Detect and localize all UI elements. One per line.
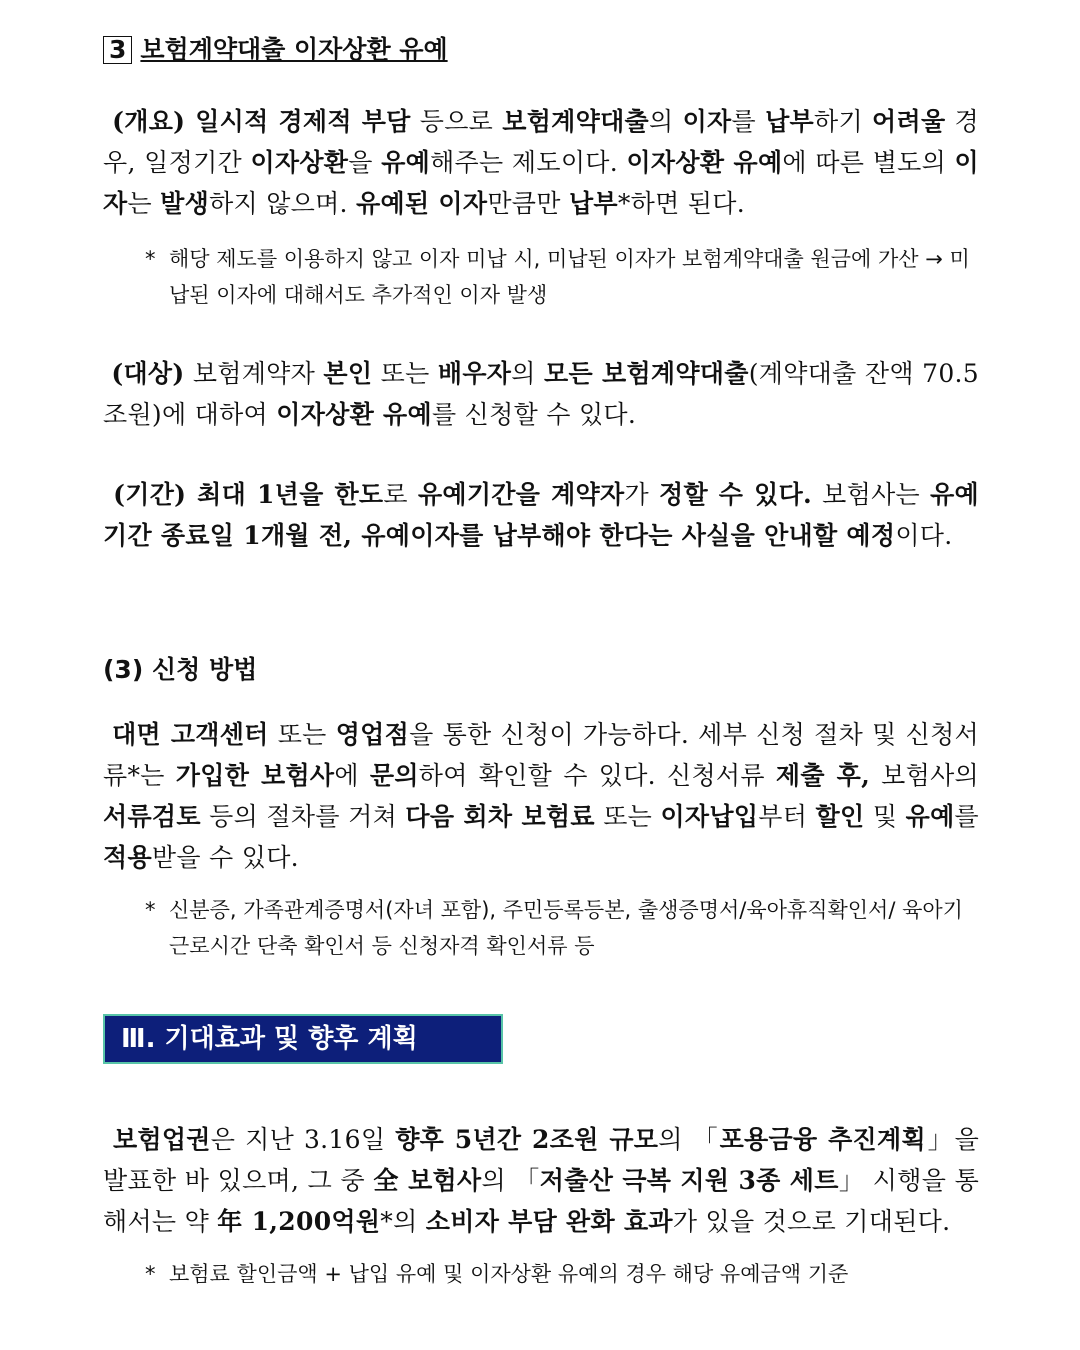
footnote-text: 보험료 할인금액 + 납입 유예 및 이자상환 유예의 경우 해당 유예금액 기준: [169, 1262, 849, 1286]
section-heading-text: 보험계약대출 이자상환 유예: [140, 35, 448, 64]
footnote-text: 해당 제도를 이용하지 않고 이자 미납 시, 미납된 이자가 보험계약대출 원금에 가산 → 미납된 이자에 대해서도 추가적인 이자 발생: [169, 247, 970, 307]
period-label: (기간) 최대 1년을 한도: [113, 480, 384, 509]
target-label: (대상): [111, 359, 185, 388]
footnote-asterisk: *: [145, 247, 156, 271]
footnote-overview: [145, 241, 981, 313]
paragraph-application: 대면 고객센터 또는 영업점을 통한 신청이 가능하다. 세부 신청 절차 및 신청서류*는 가입한 보험사에 문의하여 확인할 수 있다. 신청서류 제출 후, 보험사의 서류검토 등의 절차를 거쳐 다음 회차 보험료 또는 이자납입부터 할인 및 유예를 적용받을 수 있다.: [103, 720, 979, 872]
footnote-text: 신분증, 가족관계증명서(자녀 포함), 주민등록등본, 출생증명서/육아휴직확인서/ 육아기 근로시간 단축 확인서 등 신청자격 확인서류 등: [169, 898, 963, 958]
subheading-application-method: (3) 신청 방법: [103, 655, 258, 684]
paragraph-period: (기간) 최대 1년을 한도로 유예기간을 계약자가 정할 수 있다. 보험사는 유예기간 종료일 1개월 전, 유예이자를 납부해야 한다는 사실을 안내할 예정이다.: [103, 480, 980, 550]
footnote-asterisk: *: [145, 898, 156, 922]
section-number-box: 3: [103, 36, 132, 64]
section-banner-expected-effects: Ⅲ. 기대효과 및 향후 계획: [103, 1014, 503, 1064]
paragraph-overview: (개요) 일시적 경제적 부담 등으로 보험계약대출의 이자를 납부하기 어려울 경우, 일정기간 이자상환을 유예해주는 제도이다. 이자상환 유예에 따른 별도의 이자는 발생하지 않으며. 유예된 이자만큼만 납부*하면 된다.: [103, 107, 980, 218]
footnote-expected-effect: [145, 1256, 981, 1292]
section-heading-loan-interest-deferral: [103, 30, 448, 66]
paragraph-target: (대상) 보험계약자 본인 또는 배우자의 모든 보험계약대출(계약대출 잔액 70.5조원)에 대하여 이자상환 유예를 신청할 수 있다.: [103, 359, 979, 429]
footnote-application: [145, 892, 981, 964]
paragraph-expected-effect: 보험업권은 지난 3.16일 향후 5년간 2조원 규모의 「포용금융 추진계획」을 발표한 바 있으며, 그 중 全 보험사의 「저출산 극복 지원 3종 세트」 시행을 통해서는 약 年 1,200억원*의 소비자 부담 완화 효과가 있을 것으로 기대된다.: [103, 1125, 980, 1236]
footnote-asterisk: *: [145, 1262, 156, 1286]
overview-label: (개요) 일시적 경제적 부담: [112, 107, 411, 136]
